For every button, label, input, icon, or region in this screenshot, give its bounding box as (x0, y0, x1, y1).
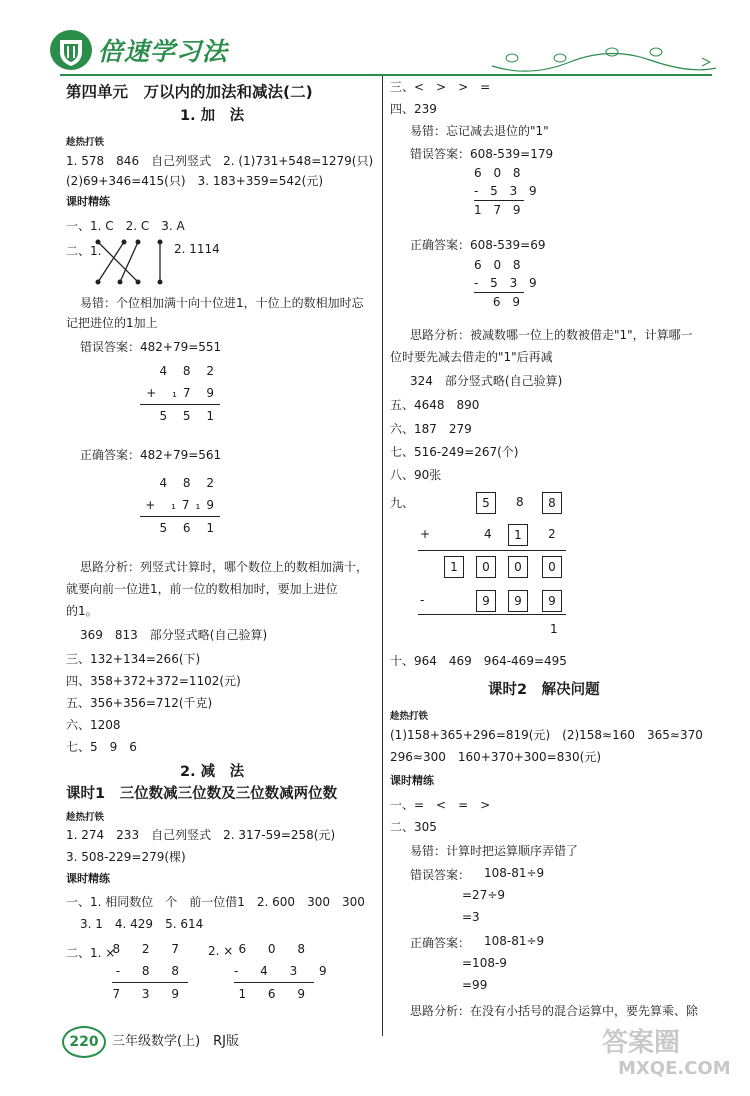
vertical-subtract-correct (474, 258, 541, 309)
text-line: 四、358+372+372=1102(元) (66, 674, 241, 688)
text-line: 四、239 (390, 102, 437, 116)
text-line: 296≈300 160+370+300=830(元) (390, 750, 602, 764)
match-line (98, 242, 124, 282)
vertical-addition-wrong (140, 364, 220, 423)
text-line: =27÷9 (462, 888, 506, 902)
vertical-subtract-b (234, 942, 336, 1001)
shield-logo-icon (48, 28, 94, 72)
wrong-answer-label: 错误答案： (410, 868, 471, 882)
text-line: =108-9 (462, 956, 507, 970)
text-line: 1. 578 846 自己列竖式 2. (1)731+548=1279(只) (66, 154, 374, 168)
text-line: 2. × (208, 944, 234, 958)
correct-answer: 正确答案：608-539=69 (410, 238, 546, 252)
text-line: 十、964 469 964-469=495 (390, 654, 567, 668)
drill-label: 课时精练 (66, 872, 110, 885)
text-line: 八、90张 (390, 468, 442, 482)
text-line: 108-81÷9 (484, 866, 545, 880)
wrong-answer: 错误答案：482+79=551 (80, 340, 222, 354)
text-line: 九、 (390, 496, 415, 510)
text-line: 324 部分竖式略(自己验算) (410, 374, 563, 388)
puzzle-digit: 2 (548, 527, 556, 541)
text-line: 369 813 部分竖式略(自己验算) (80, 628, 268, 642)
text-line: 易错：计算时把运算顺序弄错了 (410, 844, 579, 858)
match-line (98, 242, 138, 282)
difference-row: 1 7 9 (474, 203, 525, 217)
minuend-row: 6 0 8 (238, 942, 314, 956)
puzzle-result: 1 (550, 622, 558, 636)
warmup-label: 趁热打铁 (66, 812, 105, 823)
text-line: (1)158+365+296=819(元) (2)158≈160 365≈370 (390, 728, 703, 742)
minuend-row: 6 0 8 (474, 258, 525, 272)
text-line: 3. 508-229=279(棵) (66, 850, 186, 864)
column-divider (382, 76, 383, 1036)
minus-sign: - (420, 593, 425, 607)
subtrahend-row: - 4 3 9 (234, 964, 336, 978)
text-line: 一、1. C 2. C 3. A (66, 219, 185, 233)
puzzle-box: 9 (508, 590, 528, 612)
difference-rule (112, 982, 188, 983)
addend-row: 4 8 2 (159, 364, 220, 378)
header-logo (48, 28, 228, 72)
text-line: 一、1. 相同数位 个 前一位借1 2. 600 300 300 (66, 895, 365, 909)
sum-rule (140, 404, 220, 405)
text-line: 易错：忘记减去退位的"1" (410, 124, 549, 138)
text-line: 七、5 9 6 (66, 740, 137, 754)
puzzle-rule-2 (418, 614, 566, 615)
text-line: 位时要先减去借走的"1"后再减 (390, 350, 553, 364)
puzzle-box: 5 (476, 492, 496, 514)
text-line: 五、356+356=712(千克) (66, 696, 213, 710)
section-title-subtract: 2. 减 法 (180, 764, 245, 780)
puzzle-box: 0 (508, 556, 528, 578)
text-line: (2)69+346=415(只) 3. 183+359=542(元) (66, 174, 323, 188)
unit-title: 第四单元 万以内的加法和减法(二) (66, 83, 313, 101)
difference-rule (474, 292, 524, 293)
logo-text: 倍速学习法 (97, 37, 228, 66)
header-rule (60, 74, 712, 76)
text-line: =99 (462, 978, 488, 992)
minuend-row: 8 2 7 (112, 942, 188, 956)
puzzle-digit: 8 (516, 495, 524, 509)
minuend-row: 6 0 8 (474, 166, 525, 180)
addend-row: 4 8 2 (159, 476, 220, 490)
text-line: 思路分析：在没有小括号的混合运算中，要先算乘、除 (410, 1004, 699, 1018)
matching-lines-diagram (92, 238, 172, 286)
vertical-subtract-a (112, 942, 188, 1001)
puzzle-box: 1 (508, 524, 528, 546)
puzzle-box: 0 (542, 556, 562, 578)
drill-label: 课时精练 (390, 774, 434, 787)
warmup-label: 趁热打铁 (390, 711, 429, 722)
text-line: 三、< > > = (390, 80, 491, 94)
text-line: 二、305 (390, 820, 437, 834)
watermark-logo: 答案圈 (602, 1028, 681, 1058)
text-line: 1. 274 233 自己列竖式 2. 317-59=258(元) (66, 828, 336, 842)
puzzle-box: 1 (444, 556, 464, 578)
correct-answer: 正确答案：482+79=561 (80, 448, 222, 462)
puzzle-box: 9 (542, 590, 562, 612)
text-line: 思路分析：列竖式计算时，哪个数位上的数相加满十， (80, 560, 369, 574)
text-line: =3 (462, 910, 480, 924)
subtrahend-row: - 5 3 9 (474, 276, 541, 290)
plus-sign: + (420, 527, 431, 541)
difference-rule (234, 982, 314, 983)
difference-rule (474, 200, 524, 201)
subtrahend-row: - 5 3 9 (474, 184, 541, 198)
watermark-url: MXQE.COM (618, 1058, 731, 1079)
text-line: 一、= < = > (390, 798, 491, 812)
text-line: 记把进位的1加上 (66, 316, 158, 330)
puzzle-box: 0 (476, 556, 496, 578)
drill-label: 课时精练 (66, 195, 110, 208)
header-decoration (490, 38, 720, 78)
vertical-subtract-wrong (474, 166, 541, 217)
text-line: 五、4648 890 (390, 398, 480, 412)
match-line (120, 242, 138, 282)
difference-row: 1 6 9 (238, 987, 314, 1001)
text-line: 思路分析：被减数哪一位上的数被借走"1"，计算哪一 (410, 328, 693, 342)
sum-rule (140, 516, 220, 517)
addend-row: + ₁7₁9 (145, 498, 220, 512)
text-line: 三、132+134=266(下) (66, 652, 201, 666)
lesson-title: 课时2 解决问题 (488, 682, 600, 698)
puzzle-digit: 4 (484, 527, 492, 541)
text-line: 六、1208 (66, 718, 121, 732)
sum-row: 5 6 1 (159, 521, 220, 535)
puzzle-box: 9 (476, 590, 496, 612)
warmup-label: 趁热打铁 (66, 137, 105, 148)
lesson-title: 课时1 三位数减三位数及三位数减两位数 (66, 786, 338, 802)
text-line: 二、1. × (66, 946, 116, 960)
text-line: 七、516-249=267(个) (390, 445, 519, 459)
text-line: 六、187 279 (390, 422, 472, 436)
text-line: 二、1. (66, 244, 102, 258)
text-line: 易错：个位相加满十向十位进1，十位上的数相加时忘 (80, 296, 364, 310)
puzzle-box: 8 (542, 492, 562, 514)
section-title-add: 1. 加 法 (180, 108, 245, 124)
text-line: 的1。 (66, 604, 98, 618)
correct-answer-label: 正确答案： (410, 936, 471, 950)
book-title: 三年级数学(上) RJ版 (112, 1034, 240, 1049)
text-line: 就要向前一位进1，前一位的数相加时，要加上进位 (66, 582, 338, 596)
wrong-answer: 错误答案：608-539=179 (410, 147, 554, 161)
vertical-addition-correct (140, 476, 220, 535)
difference-row: 7 3 9 (112, 987, 188, 1001)
page-number-badge: 220 (62, 1026, 106, 1058)
puzzle-rule-1 (418, 550, 566, 551)
text-line: 108-81÷9 (484, 934, 545, 948)
difference-row: 6 9 (492, 295, 524, 309)
subtrahend-row: - 8 8 (115, 964, 188, 978)
addend-row: + ₁7 9 (146, 386, 220, 400)
sum-row: 5 5 1 (159, 409, 220, 423)
text-line: 2. 1114 (174, 242, 220, 256)
text-line: 3. 1 4. 429 5. 614 (80, 917, 204, 931)
